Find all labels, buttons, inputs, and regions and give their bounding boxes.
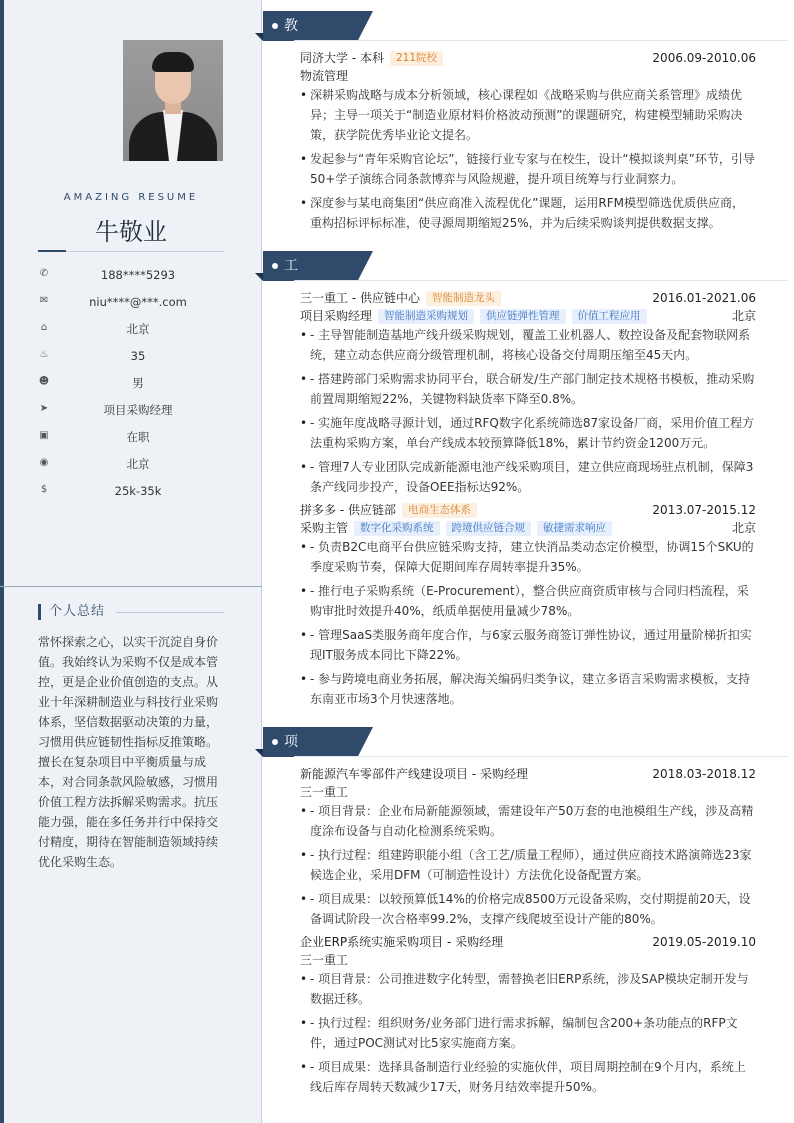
job-role: 项目采购经理 bbox=[300, 309, 373, 323]
job-bullet: • - 管理7人专业团队完成新能源电池产线采购项目，建立供应商现场驻点机制，保障3条产线同步投产，设备OEE指标达92%。 bbox=[300, 457, 756, 497]
info-gender-value: 男 bbox=[132, 376, 144, 390]
info-status bbox=[38, 428, 224, 446]
education-bullet: • 深度参与某电商集团“供应商准入流程优化”课题，运用RFM模型筛选优质供应商，重构招标评标标准，使寻源周期缩短25%，并为后续采购谈判提供数据支撑。 bbox=[300, 193, 756, 233]
education-title: 教育经历 bbox=[284, 18, 299, 124]
job-bullet: • - 参与跨境电商业务拓展，解决海关编码归类争议，建立多语言采购需求模板，支持东南亚市场3个月快速落地。 bbox=[300, 669, 756, 709]
job-role-tag: 供应链弹性管理 bbox=[480, 309, 566, 324]
job-city: 北京 bbox=[731, 521, 756, 535]
project-name-row bbox=[300, 933, 756, 951]
job-role-tag: 价值工程应用 bbox=[572, 309, 647, 324]
education-bullet: • 深耕采购战略与成本分析领域，核心课程如《战略采购与供应商关系管理》成绩优异；主导一项关于“制造业原材料价格波动预测”的课题研究，构建模型辅助采购决策，获学院优秀毕业论文提名。 bbox=[300, 85, 756, 145]
job-role-tag: 跨境供应链合规 bbox=[446, 521, 532, 536]
candidate-name: 牛敬业 bbox=[95, 218, 167, 246]
project-name: 新能源汽车零部件产线建设项目 - 采购经理 bbox=[300, 767, 528, 781]
job-bullet: • - 实施年度战略寻源计划，通过RFQ数字化系统筛选87家设备厂商，采用价值工程方法重构采购方案，单台产线成本较预算降低18%，累计节约资金1200万元。 bbox=[300, 413, 756, 453]
education-bullet: • 发起参与“青年采购官论坛”，链接行业专家与在校生，设计“模拟谈判桌”环节，引导50+学子演练合同条款博弈与风险规避，提升项目统筹与行业洞察力。 bbox=[300, 149, 756, 189]
job-city: 北京 bbox=[731, 309, 756, 323]
info-age-value: 35 bbox=[130, 349, 146, 363]
project-bullet: • - 执行过程：组织财务/业务部门进行需求拆解，编制包含200+条功能点的RFP文件，通过POC测试对比5家实施商方案。 bbox=[300, 1013, 756, 1053]
banner-fold bbox=[255, 33, 263, 41]
resume-tagline: AMAZING RESUME bbox=[63, 192, 199, 203]
education-major-row bbox=[300, 67, 756, 85]
banner-body bbox=[263, 727, 373, 757]
project-period: 2019.05-2019.10 bbox=[652, 935, 756, 949]
info-gender bbox=[38, 374, 224, 392]
job-role-row bbox=[300, 519, 756, 537]
job-bullet: • - 推行电子采购系统（E-Procurement），整合供应商资质审核与合同归档流程，采购审批时效提升40%，纸质单据使用量减少78%。 bbox=[300, 581, 756, 621]
info-email-value: niu****@***.com bbox=[89, 295, 187, 309]
job-company-row bbox=[300, 289, 756, 307]
info-location bbox=[38, 455, 224, 473]
job-company-tag: 智能制造龙头 bbox=[426, 291, 501, 306]
project-org-row bbox=[300, 783, 756, 801]
job-company-row bbox=[300, 501, 756, 519]
cake-icon: ♨ bbox=[39, 349, 49, 360]
project-org: 三一重工 bbox=[300, 953, 349, 967]
info-position-value: 项目采购经理 bbox=[103, 403, 173, 417]
project-bullet: • - 项目成果：以较预算低14%的价格完成8500万元设备采购，交付期提前20天，设备调试阶段一次合格率99.2%，支撑产线爬坡至设计产能的80%。 bbox=[300, 889, 756, 929]
project-period: 2018.03-2018.12 bbox=[652, 767, 756, 781]
info-salary bbox=[38, 482, 224, 500]
banner-body bbox=[263, 251, 373, 281]
job-bullet: • - 管理SaaS类服务商年度合作，与6家云服务商签订弹性协议，通过用量阶梯折扣实现IT服务成本同比下降22%。 bbox=[300, 625, 756, 665]
summary-text: 常怀探索之心，以实干沉淀自身价值。我始终认为采购不仅是成本管控，更是企业价值创造的支点。从业十年深耕制造业与科技行业采购体系，坚信数据驱动决策的力量，习惯用供应链韧性指标反推策略。擅长在复杂项目中平衡质量与成本，对合同条款风险敏感，习惯用价值工程方法拆解采购需求。抗压能力强，能在多任务并行中保持交付精度，期待在智能制造领域持续优化采购生态。 bbox=[38, 635, 219, 869]
banner-dot-icon bbox=[272, 739, 278, 745]
job-role-tag: 敏捷需求响应 bbox=[537, 521, 612, 536]
job-company: 三一重工 - 供应链中心 bbox=[300, 291, 420, 305]
job-company: 拼多多 - 供应链部 bbox=[300, 503, 396, 517]
send-icon: ➤ bbox=[39, 403, 49, 414]
job-role-tag: 数字化采购系统 bbox=[354, 521, 440, 536]
school-name: 同济大学 - 本科 bbox=[300, 51, 384, 65]
briefcase-icon: ▣ bbox=[39, 430, 49, 441]
project-bullet: • - 项目背景：企业布局新能源领域，需建设年产50万套的电池模组生产线，涉及高精度涂布设备与自动化检测系统采购。 bbox=[300, 801, 756, 841]
education-period: 2006.09-2010.06 bbox=[652, 51, 756, 65]
job-bullet: • - 主导智能制造基地产线升级采购规划，覆盖工业机器人、数控设备及配套物联网系统，建立动态供应商分级管理机制，将核心设备交付周期压缩至45天内。 bbox=[300, 325, 756, 365]
project-org: 三一重工 bbox=[300, 785, 349, 799]
job-period: 2013.07-2015.12 bbox=[652, 503, 756, 517]
banner-fold bbox=[255, 749, 263, 757]
sidebar-accent-stripe bbox=[0, 0, 4, 1123]
projects-title: 项目经历 bbox=[284, 734, 299, 840]
info-salary-value: 25k-35k bbox=[114, 484, 162, 498]
info-position bbox=[38, 401, 224, 419]
info-phone bbox=[38, 266, 224, 284]
location-icon: ◉ bbox=[39, 457, 49, 468]
section-rule bbox=[294, 756, 788, 757]
project-org-row bbox=[300, 951, 756, 969]
summary-title-line bbox=[116, 612, 224, 613]
work-title: 工作经历 bbox=[284, 258, 299, 364]
mail-icon: ✉ bbox=[39, 295, 49, 306]
main-content bbox=[262, 0, 794, 1123]
photo-hair bbox=[152, 52, 194, 72]
section-rule bbox=[294, 40, 788, 41]
education-major: 物流管理 bbox=[300, 69, 349, 83]
project-bullet: • - 执行过程：组建跨职能小组（含工艺/质量工程师），通过供应商技术路演筛选23家候选企业，采用DFM（可制造性设计）方法优化设备配置方案。 bbox=[300, 845, 756, 885]
project-name: 企业ERP系统实施采购项目 - 采购经理 bbox=[300, 935, 504, 949]
banner-fold bbox=[255, 273, 263, 281]
banner-dot-icon bbox=[272, 263, 278, 269]
job-period: 2016.01-2021.06 bbox=[652, 291, 756, 305]
job-company-tag: 电商生态体系 bbox=[402, 503, 477, 518]
info-email bbox=[38, 293, 224, 311]
info-home-value: 北京 bbox=[126, 322, 150, 336]
school-tag: 211院校 bbox=[390, 51, 443, 66]
profile-photo bbox=[123, 40, 223, 161]
education-school-row bbox=[300, 49, 756, 67]
summary-title: 个人总结 bbox=[38, 604, 105, 620]
project-bullet: • - 项目背景：公司推进数字化转型，需替换老旧ERP系统，涉及SAP模块定制开发与数据迁移。 bbox=[300, 969, 756, 1009]
job-role-tag: 智能制造采购规划 bbox=[378, 309, 474, 324]
job-bullet: • - 负责B2C电商平台供应链采购支持，建立快消品类动态定价模型，协调15个SKU的季度采购节奏，保障大促期间库存周转率提升35%。 bbox=[300, 537, 756, 577]
banner-body bbox=[263, 11, 373, 41]
sidebar bbox=[0, 0, 262, 1123]
home-icon: ⌂ bbox=[40, 322, 48, 333]
banner-dot-icon bbox=[272, 23, 278, 29]
info-location-value: 北京 bbox=[126, 457, 150, 471]
sidebar-divider bbox=[0, 586, 262, 587]
project-bullet: • - 项目成果：选择具备制造行业经验的实施伙伴，项目周期控制在9个月内，系统上线后库存周转天数减少17天，财务月结效率提升50%。 bbox=[300, 1057, 756, 1097]
info-phone-value: 188****5293 bbox=[100, 268, 176, 282]
job-bullet: • - 搭建跨部门采购需求协同平台，联合研发/生产部门制定技术规格书模板，推动采购前置周期缩短22%，关键物料缺货率下降至0.8%。 bbox=[300, 369, 756, 409]
job-role: 采购主管 bbox=[300, 521, 349, 535]
info-status-value: 在职 bbox=[126, 430, 150, 444]
job-role-row bbox=[300, 307, 756, 325]
project-name-row bbox=[300, 765, 756, 783]
face-icon: ☻ bbox=[38, 376, 50, 387]
name-accent-bar bbox=[38, 250, 66, 252]
info-age bbox=[38, 347, 224, 365]
info-home bbox=[38, 320, 224, 338]
phone-icon: ✆ bbox=[39, 268, 49, 279]
section-rule bbox=[294, 280, 788, 281]
money-icon: $ bbox=[40, 484, 48, 495]
